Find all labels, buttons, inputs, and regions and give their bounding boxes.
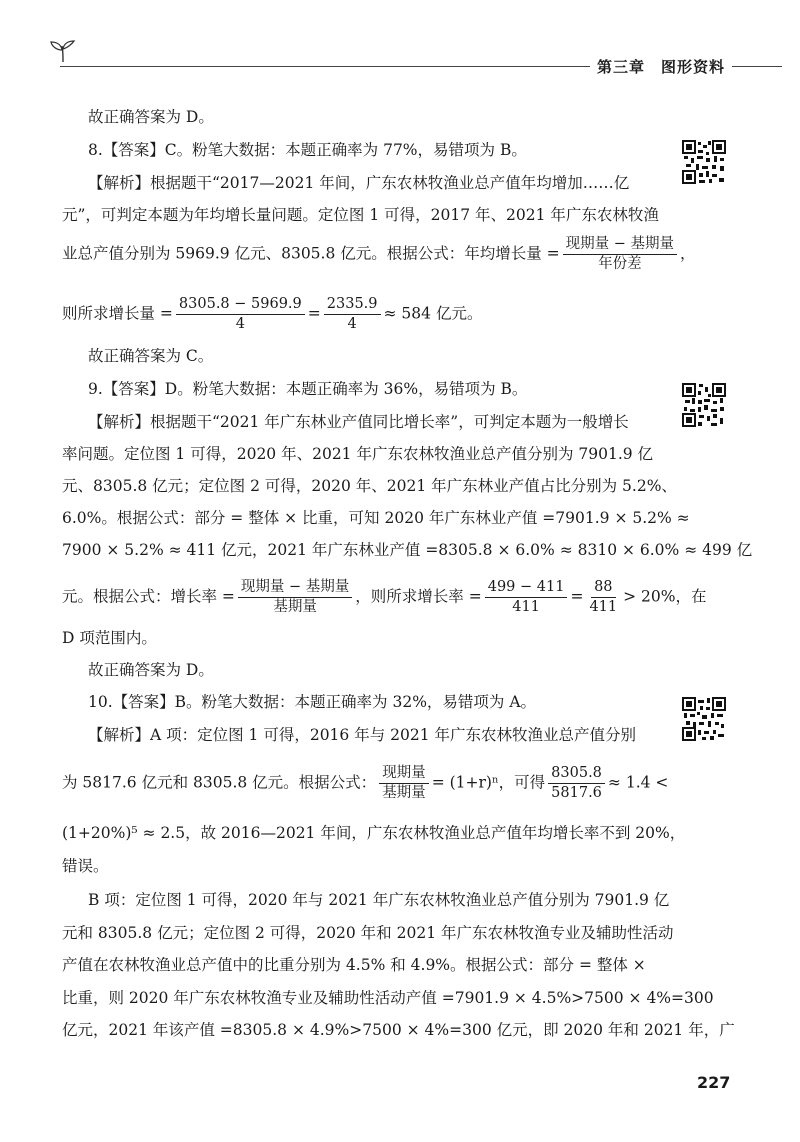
q9-answer-heading: 9.【答案】D。粉笔大数据：本题正确率为 36%，易错项为 B。: [88, 380, 528, 398]
formula-fraction: [324, 295, 381, 334]
q8-analysis-line: 【解析】根据题干“2017—2021 年间，广东农林牧渔业总产值年均增加……亿: [88, 174, 630, 192]
fraction-denominator: 4: [347, 316, 357, 332]
qr-code-icon[interactable]: [682, 140, 726, 184]
qr-code-icon[interactable]: [682, 383, 726, 427]
fraction-numerator: 88: [591, 578, 615, 598]
section-label: 图形资料: [661, 58, 726, 76]
fraction-numerator: 8305.8: [548, 764, 605, 784]
q8-formula-line: [62, 235, 696, 274]
fraction-denominator: 基期量: [382, 785, 426, 801]
q8-text: ，: [680, 244, 696, 263]
answer-line: 故正确答案为 C。: [88, 347, 214, 365]
fraction-numerator: 现期量 − 基期量: [563, 235, 677, 255]
chapter-title: [597, 56, 725, 77]
q10-analysis-line: (1+20%)⁵ ≈ 2.5，故 2016—2021 年间，广东农林牧渔业总产值年均增长率不到 20%，: [62, 824, 686, 842]
q8-calculation-line: [62, 295, 482, 334]
q10-text: 为 5817.6 亿元和 8305.8 亿元。根据公式：: [62, 773, 377, 792]
q8-text: 则所求增长量 =: [62, 304, 173, 323]
chapter-label: 第三章: [597, 58, 646, 76]
fraction-denominator: 411: [512, 599, 540, 615]
answer-line: 故正确答案为 D。: [88, 661, 214, 679]
q9-formula-line: [62, 578, 707, 617]
q10-analysis-line: 元和 8305.8 亿元；定位图 2 可得，2020 年和 2021 年广东农林牧渔专业及辅助性活动: [62, 924, 674, 942]
q9-analysis-line: 率问题。定位图 1 可得，2020 年、2021 年广东农林牧渔业总产值分别为 7901.9 亿: [62, 445, 654, 463]
q8-analysis-line: 元”，可判定本题为年均增长量问题。定位图 1 可得，2017 年、2021 年广东农林牧渔: [62, 206, 659, 224]
q10-answer-heading: 10.【答案】B。粉笔大数据：本题正确率为 32%，易错项为 A。: [88, 693, 537, 711]
fraction-denominator: 5817.6: [551, 785, 602, 801]
q10-text: = (1+r)ⁿ，可得: [431, 773, 546, 792]
q10-analysis-line: 错误。: [62, 857, 109, 875]
q9-analysis-line: 【解析】根据题干“2021 年广东林业产值同比增长率”，可判定本题为一般增长: [88, 413, 629, 431]
fraction-denominator: 基期量: [273, 599, 317, 615]
formula-fraction: [379, 764, 429, 803]
q8-text: 业总产值分别为 5969.9 亿元、8305.8 亿元。根据公式：年均增长量 =: [62, 244, 560, 263]
q9-analysis-line: 6.0%。根据公式：部分 = 整体 × 比重，可知 2020 年广东林业产值 =7901.9 × 5.2% ≈: [62, 509, 690, 527]
answer-line: 故正确答案为 D。: [88, 108, 214, 126]
fraction-denominator: 411: [589, 599, 618, 615]
fraction-numerator: 现期量: [379, 764, 429, 784]
equals-sign: =: [307, 304, 321, 323]
q9-analysis-line: 元、8305.8 亿元；定位图 2 可得，2020 年、2021 年广东林业产值占比分别为 5.2%、: [62, 477, 677, 495]
formula-fraction: [176, 295, 305, 334]
formula-fraction: [238, 578, 352, 617]
q10-analysis-line: B 项：定位图 1 可得，2020 年与 2021 年广东农林牧渔业总产值分别为 7901.9 亿: [88, 891, 670, 909]
header-rule-left: [60, 66, 590, 67]
q10-text: ≈ 1.4 <: [607, 773, 669, 792]
formula-fraction: [586, 578, 620, 617]
formula-fraction: [485, 578, 568, 617]
fraction-denominator: 4: [235, 316, 245, 332]
fraction-numerator: 499 − 411: [485, 578, 568, 598]
q9-analysis-line: D 项范围内。: [62, 629, 157, 647]
equals-sign: =: [570, 587, 584, 606]
fraction-numerator: 8305.8 − 5969.9: [176, 295, 305, 315]
q9-text: ，则所求增长率 =: [355, 587, 482, 606]
q10-formula-line: [62, 764, 668, 803]
q10-analysis-line: 亿元，2021 年该产值 =8305.8 × 4.9%>7500 × 4%=300 亿元，即 2020 年和 2021 年，广: [62, 1021, 735, 1039]
q10-analysis-line: 【解析】A 项：定位图 1 可得，2016 年与 2021 年广东农林牧渔业总产值分别: [88, 726, 637, 744]
q8-answer-heading: 8.【答案】C。粉笔大数据：本题正确率为 77%，易错项为 B。: [88, 141, 527, 159]
fraction-denominator: 年份差: [598, 256, 642, 272]
fraction-numerator: 2335.9: [324, 295, 381, 315]
q9-analysis-line: 7900 × 5.2% ≈ 411 亿元，2021 年广东林业产值 =8305.8 × 6.0% ≈ 8310 × 6.0% ≈ 499 亿: [62, 541, 753, 559]
qr-code-icon[interactable]: [682, 697, 726, 741]
page-number: 227: [697, 1073, 731, 1092]
sprout-icon: [50, 40, 76, 64]
q10-analysis-line: 产值在农林牧渔业总产值中的比重分别为 4.5% 和 4.9%。根据公式：部分 = 整体 ×: [62, 956, 646, 974]
formula-fraction: [548, 764, 605, 803]
q9-text: 元。根据公式：增长率 =: [62, 587, 235, 606]
q10-analysis-line: 比重，则 2020 年广东农林牧渔专业及辅助性活动产值 =7901.9 × 4.5%>7500 × 4%=300: [62, 989, 714, 1007]
header-rule-right: [732, 66, 782, 67]
fraction-numerator: 现期量 − 基期量: [238, 578, 352, 598]
page-header: [0, 0, 800, 90]
formula-fraction: [563, 235, 677, 274]
q9-text: > 20%，在: [623, 587, 707, 606]
q8-text: ≈ 584 亿元。: [383, 304, 483, 323]
